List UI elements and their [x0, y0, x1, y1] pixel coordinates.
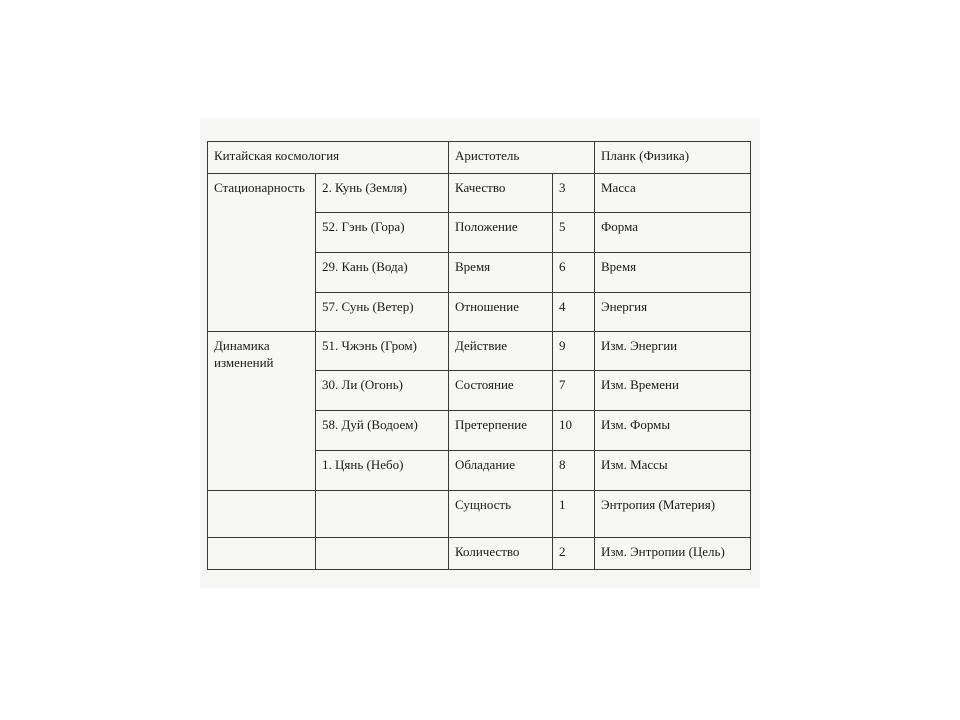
planck-cell: Форма: [595, 213, 751, 253]
number-cell: 2: [553, 538, 595, 570]
header-row: [208, 142, 751, 174]
hexagram-cell: [316, 538, 449, 570]
planck-cell: Энергия: [595, 293, 751, 332]
hexagram-cell: 57. Сунь (Ветер): [316, 293, 449, 332]
group-dynamics: Динамика изменений: [208, 332, 316, 491]
hexagram-cell: 1. Цянь (Небо): [316, 451, 449, 491]
header-planck: Планк (Физика): [595, 142, 751, 174]
planck-cell: Изм. Времени: [595, 371, 751, 411]
hexagram-cell: [316, 491, 449, 538]
hexagram-cell: 30. Ли (Огонь): [316, 371, 449, 411]
aristotle-cell: Состояние: [449, 371, 553, 411]
number-cell: 7: [553, 371, 595, 411]
planck-cell: Энтропия (Материя): [595, 491, 751, 538]
number-cell: 5: [553, 213, 595, 253]
hexagram-cell: 51. Чжэнь (Гром): [316, 332, 449, 371]
empty-cell: [208, 491, 316, 538]
planck-cell: Изм. Массы: [595, 451, 751, 491]
table-row: [208, 332, 751, 371]
table-row: [208, 538, 751, 570]
aristotle-cell: Качество: [449, 174, 553, 213]
planck-cell: Изм. Формы: [595, 411, 751, 451]
planck-cell: Изм. Энергии: [595, 332, 751, 371]
aristotle-cell: Сущность: [449, 491, 553, 538]
aristotle-cell: Количество: [449, 538, 553, 570]
table-row: [208, 174, 751, 213]
group-stationary: Стационарность: [208, 174, 316, 332]
aristotle-cell: Положение: [449, 213, 553, 253]
number-cell: 8: [553, 451, 595, 491]
planck-cell: Масса: [595, 174, 751, 213]
aristotle-cell: Время: [449, 253, 553, 293]
number-cell: 6: [553, 253, 595, 293]
aristotle-cell: Действие: [449, 332, 553, 371]
cosmology-table: [207, 141, 751, 570]
hexagram-cell: 58. Дуй (Водоем): [316, 411, 449, 451]
number-cell: 1: [553, 491, 595, 538]
hexagram-cell: 2. Кунь (Земля): [316, 174, 449, 213]
planck-cell: Время: [595, 253, 751, 293]
hexagram-cell: 29. Кань (Вода): [316, 253, 449, 293]
number-cell: 9: [553, 332, 595, 371]
header-chinese-cosmology: Китайская космология: [208, 142, 449, 174]
aristotle-cell: Претерпение: [449, 411, 553, 451]
number-cell: 3: [553, 174, 595, 213]
header-aristotle: Аристотель: [449, 142, 595, 174]
planck-cell: Изм. Энтропии (Цель): [595, 538, 751, 570]
number-cell: 10: [553, 411, 595, 451]
number-cell: 4: [553, 293, 595, 332]
aristotle-cell: Отношение: [449, 293, 553, 332]
hexagram-cell: 52. Гэнь (Гора): [316, 213, 449, 253]
empty-cell: [208, 538, 316, 570]
table-row: [208, 491, 751, 538]
aristotle-cell: Обладание: [449, 451, 553, 491]
